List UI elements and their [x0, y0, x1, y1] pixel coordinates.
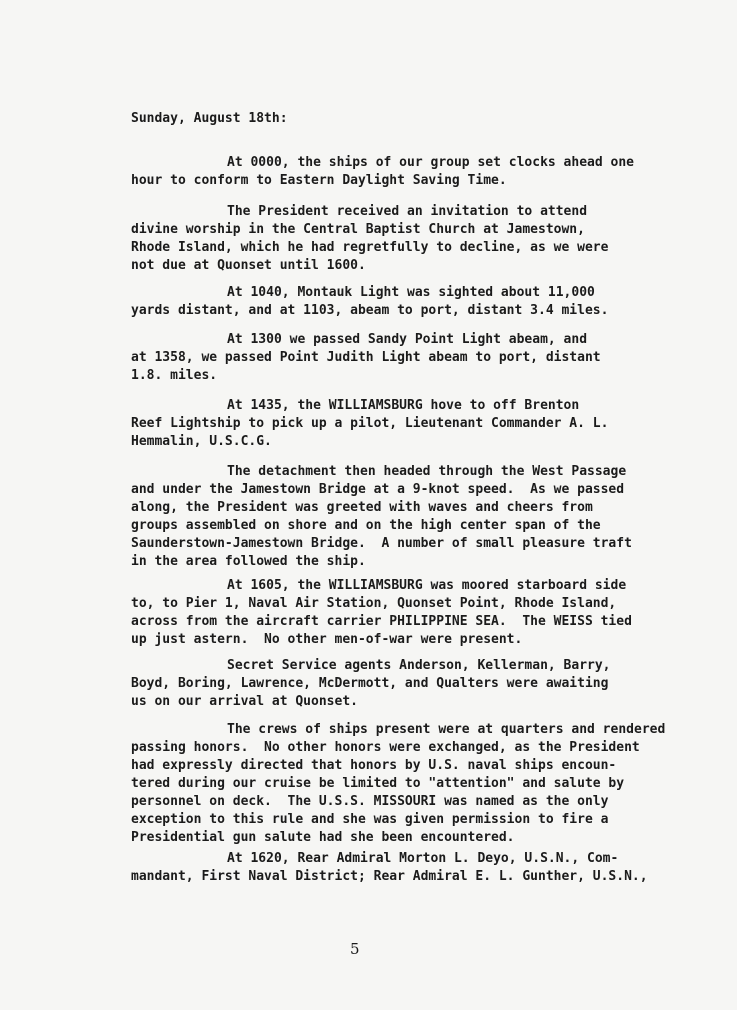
text-line: Secret Service agents Anderson, Kellerman, Barry,	[227, 658, 611, 673]
text-line: Boyd, Boring, Lawrence, McDermott, and Qualters were awaiting	[131, 676, 609, 691]
text-line: us on our arrival at Quonset.	[131, 694, 358, 709]
text-line: Hemmalin, U.S.C.G.	[131, 434, 272, 449]
text-line: hour to conform to Eastern Daylight Saving Time.	[131, 173, 507, 188]
text-line: not due at Quonset until 1600.	[131, 258, 366, 273]
text-line: The detachment then headed through the West Passage	[227, 464, 627, 479]
text-line: The President received an invitation to attend	[227, 204, 588, 219]
text-line: 1.8. miles.	[131, 368, 218, 383]
text-line: divine worship in the Central Baptist Church at Jamestown,	[131, 222, 585, 237]
text-line: mandant, First Naval District; Rear Admiral E. L. Gunther, U.S.N.,	[131, 869, 648, 884]
text-line: At 1435, the WILLIAMSBURG hove to off Brenton	[227, 398, 580, 413]
text-line: The crews of ships present were at quarters and rendered	[227, 722, 666, 737]
text-line: Saunderstown-Jamestown Bridge. A number of small pleasure traft	[131, 536, 632, 551]
text-line: at 1358, we passed Point Judith Light abeam to port, distant	[131, 350, 601, 365]
text-line: At 1620, Rear Admiral Morton L. Deyo, U.S.N., Com-	[227, 851, 619, 866]
text-line: yards distant, and at 1103, abeam to port, distant 3.4 miles.	[131, 303, 609, 318]
text-line: and under the Jamestown Bridge at a 9-knot speed. As we passed	[131, 482, 625, 497]
date-heading: Sunday, August 18th:	[131, 111, 288, 126]
text-line: along, the President was greeted with waves and cheers from	[131, 500, 593, 515]
paragraph-brenton-reef	[131, 397, 671, 451]
text-line: At 1605, the WILLIAMSBURG was moored starboard side	[227, 578, 627, 593]
text-line: passing honors. No other honors were exchanged, as the President	[131, 740, 640, 755]
paragraph-sandy-point	[131, 331, 671, 385]
text-line: At 1300 we passed Sandy Point Light abeam, and	[227, 332, 588, 347]
text-line: across from the aircraft carrier PHILIPPINE SEA. The WEISS tied	[131, 614, 632, 629]
text-line: Presidential gun salute had she been encountered.	[131, 830, 515, 845]
text-line: personnel on deck. The U.S.S. MISSOURI was named as the only	[131, 794, 609, 809]
text-line: Rhode Island, which he had regretfully to decline, as we were	[131, 240, 609, 255]
paragraph-secret-service	[131, 657, 671, 711]
text-line: in the area followed the ship.	[131, 554, 366, 569]
paragraph-invitation	[131, 203, 671, 275]
text-line: At 0000, the ships of our group set clocks ahead one	[227, 155, 634, 170]
text-line: groups assembled on shore and on the high center span of the	[131, 518, 601, 533]
text-line: up just astern. No other men-of-war were present.	[131, 632, 523, 647]
text-line: tered during our cruise be limited to "attention" and salute by	[131, 776, 625, 791]
text-line: Reef Lightship to pick up a pilot, Lieutenant Commander A. L.	[131, 416, 609, 431]
text-line: exception to this rule and she was given permission to fire a	[131, 812, 609, 827]
page-number: 5	[350, 940, 360, 958]
text-line: At 1040, Montauk Light was sighted about 11,000	[227, 285, 595, 300]
paragraph-clocks	[131, 154, 671, 190]
paragraph-west-passage	[131, 463, 671, 571]
paragraph-moored	[131, 577, 671, 649]
paragraph-rear-admiral	[131, 850, 671, 886]
paragraph-montauk	[131, 284, 671, 320]
text-line: had expressly directed that honors by U.S. naval ships encoun-	[131, 758, 617, 773]
paragraph-honors	[131, 721, 671, 847]
text-line: to, to Pier 1, Naval Air Station, Quonset Point, Rhode Island,	[131, 596, 617, 611]
